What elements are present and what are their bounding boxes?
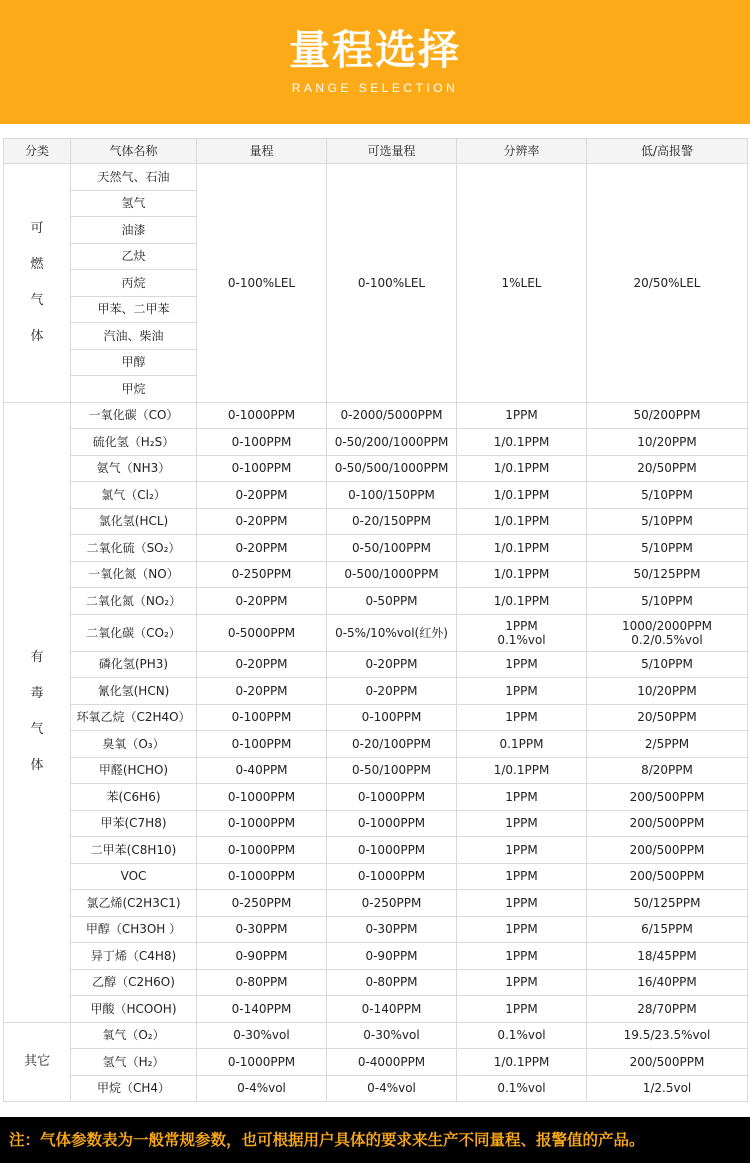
resolution-cell: 1PPM xyxy=(457,402,587,429)
table-row xyxy=(4,757,748,784)
resolution-cell: 1/0.1PPM xyxy=(457,482,587,509)
optional-range-cell: 0-30%vol xyxy=(327,1022,457,1049)
optional-range-cell: 0-50PPM xyxy=(327,588,457,615)
category-char: 气 xyxy=(30,722,44,737)
optional-range-cell: 0-30PPM xyxy=(327,916,457,943)
gas-name-cell: 氨气（NH3） xyxy=(71,455,197,482)
range-cell: 0-100PPM xyxy=(197,429,327,456)
resolution-cell: 1PPM xyxy=(457,837,587,864)
alarm-cell: 8/20PPM xyxy=(587,757,748,784)
range-cell: 0-30PPM xyxy=(197,916,327,943)
range-cell: 0-20PPM xyxy=(197,535,327,562)
gas-name-cell: 氢气（H₂） xyxy=(71,1049,197,1076)
gas-name-cell: 氢气 xyxy=(71,190,197,217)
gas-name-cell: 磷化氢(PH3) xyxy=(71,651,197,678)
gas-name-cell: 二甲苯(C8H10) xyxy=(71,837,197,864)
alarm-cell: 5/10PPM xyxy=(587,588,748,615)
resolution-cell: 1PPM xyxy=(457,863,587,890)
value-line: 1PPM xyxy=(505,618,538,633)
footer-note-text: 注：气体参数表为一般常规参数，也可根据用户具体的要求来生产不同量程、报警值的产品。 xyxy=(9,1131,645,1149)
optional-range-cell: 0-1000PPM xyxy=(327,837,457,864)
gas-name-cell: 一氧化碳（CO） xyxy=(71,402,197,429)
gas-name-cell: 天然气、石油 xyxy=(71,164,197,191)
column-header: 分类 xyxy=(4,139,71,164)
alarm-cell xyxy=(587,614,748,651)
column-header: 低/高报警 xyxy=(587,139,748,164)
table-row xyxy=(4,164,748,191)
optional-range-cell: 0-5%/10%vol(红外) xyxy=(327,614,457,651)
gas-name-cell: 乙醇（C2H6O) xyxy=(71,969,197,996)
alarm-cell: 18/45PPM xyxy=(587,943,748,970)
table-row xyxy=(4,482,748,509)
range-cell: 0-90PPM xyxy=(197,943,327,970)
gas-name-cell: 苯(C6H6) xyxy=(71,784,197,811)
optional-range-cell: 0-4000PPM xyxy=(327,1049,457,1076)
optional-range-cell: 0-100%LEL xyxy=(327,164,457,403)
range-cell: 0-100PPM xyxy=(197,731,327,758)
resolution-cell: 1/0.1PPM xyxy=(457,757,587,784)
range-cell: 0-1000PPM xyxy=(197,1049,327,1076)
table-header-row xyxy=(4,139,748,164)
gas-name-cell: 臭氧（O₃） xyxy=(71,731,197,758)
optional-range-cell: 0-50/100PPM xyxy=(327,535,457,562)
gas-name-cell: 甲醛(HCHO) xyxy=(71,757,197,784)
gas-name-cell: 甲醇 xyxy=(71,349,197,376)
category-cell: 其它 xyxy=(4,1022,71,1102)
column-header: 量程 xyxy=(197,139,327,164)
gas-name-cell: 乙炔 xyxy=(71,243,197,270)
table-row xyxy=(4,810,748,837)
optional-range-cell: 0-20PPM xyxy=(327,651,457,678)
alarm-cell: 200/500PPM xyxy=(587,1049,748,1076)
gas-name-cell: 二氧化硫（SO₂） xyxy=(71,535,197,562)
table-row xyxy=(4,614,748,651)
alarm-cell: 50/200PPM xyxy=(587,402,748,429)
footer-note xyxy=(0,1117,750,1163)
gas-name-cell: 氯乙烯(C2H3C1) xyxy=(71,890,197,917)
resolution-cell: 1/0.1PPM xyxy=(457,1049,587,1076)
table-row xyxy=(4,1049,748,1076)
optional-range-cell: 0-140PPM xyxy=(327,996,457,1023)
gas-name-cell: 异丁烯（C4H8) xyxy=(71,943,197,970)
range-cell: 0-5000PPM xyxy=(197,614,327,651)
optional-range-cell: 0-250PPM xyxy=(327,890,457,917)
gas-name-cell: 甲烷（CH4） xyxy=(71,1075,197,1102)
optional-range-cell: 0-1000PPM xyxy=(327,784,457,811)
optional-range-cell: 0-2000/5000PPM xyxy=(327,402,457,429)
category-char: 体 xyxy=(30,328,44,344)
range-cell: 0-20PPM xyxy=(197,651,327,678)
column-header: 分辨率 xyxy=(457,139,587,164)
gas-name-cell: 硫化氢（H₂S） xyxy=(71,429,197,456)
range-cell: 0-250PPM xyxy=(197,890,327,917)
optional-range-cell: 0-80PPM xyxy=(327,969,457,996)
alarm-cell: 6/15PPM xyxy=(587,916,748,943)
category-char: 燃 xyxy=(30,256,44,272)
alarm-cell: 200/500PPM xyxy=(587,837,748,864)
alarm-cell: 2/5PPM xyxy=(587,731,748,758)
category-cell xyxy=(4,164,71,403)
table-row xyxy=(4,1022,748,1049)
resolution-cell: 0.1%vol xyxy=(457,1022,587,1049)
alarm-cell: 19.5/23.5%vol xyxy=(587,1022,748,1049)
gas-name-cell: VOC xyxy=(71,863,197,890)
resolution-cell: 1PPM xyxy=(457,890,587,917)
range-cell: 0-20PPM xyxy=(197,588,327,615)
gas-name-cell: 环氧乙烷（C2H4O） xyxy=(71,704,197,731)
table-row xyxy=(4,1075,748,1102)
gas-name-cell: 二氧化氮（NO₂） xyxy=(71,588,197,615)
resolution-cell: 0.1%vol xyxy=(457,1075,587,1102)
optional-range-cell: 0-50/200/1000PPM xyxy=(327,429,457,456)
alarm-cell: 200/500PPM xyxy=(587,863,748,890)
optional-range-cell: 0-100PPM xyxy=(327,704,457,731)
table-row xyxy=(4,429,748,456)
table-row xyxy=(4,704,748,731)
resolution-cell: 1/0.1PPM xyxy=(457,535,587,562)
gas-name-cell: 甲苯(C7H8) xyxy=(71,810,197,837)
table-row xyxy=(4,863,748,890)
table-row xyxy=(4,508,748,535)
category-char: 毒 xyxy=(30,686,44,701)
alarm-cell: 50/125PPM xyxy=(587,561,748,588)
range-cell: 0-30%vol xyxy=(197,1022,327,1049)
gas-name-cell: 汽油、柴油 xyxy=(71,323,197,350)
column-header: 气体名称 xyxy=(71,139,197,164)
gas-name-cell: 油漆 xyxy=(71,217,197,244)
optional-range-cell: 0-500/1000PPM xyxy=(327,561,457,588)
range-cell: 0-100PPM xyxy=(197,455,327,482)
optional-range-cell: 0-50/100PPM xyxy=(327,757,457,784)
resolution-cell: 1/0.1PPM xyxy=(457,429,587,456)
alarm-cell: 200/500PPM xyxy=(587,784,748,811)
table-row xyxy=(4,588,748,615)
range-cell: 0-1000PPM xyxy=(197,837,327,864)
table-row xyxy=(4,996,748,1023)
table-row xyxy=(4,455,748,482)
category-char: 有 xyxy=(30,650,44,665)
gas-name-cell: 一氧化氮（NO） xyxy=(71,561,197,588)
resolution-cell: 1PPM xyxy=(457,969,587,996)
range-cell: 0-20PPM xyxy=(197,508,327,535)
optional-range-cell: 0-20/150PPM xyxy=(327,508,457,535)
resolution-cell: 1PPM xyxy=(457,996,587,1023)
range-cell: 0-1000PPM xyxy=(197,402,327,429)
table-row xyxy=(4,535,748,562)
table-row xyxy=(4,561,748,588)
resolution-cell: 1PPM xyxy=(457,810,587,837)
optional-range-cell: 0-90PPM xyxy=(327,943,457,970)
optional-range-cell: 0-100/150PPM xyxy=(327,482,457,509)
gas-name-cell: 丙烷 xyxy=(71,270,197,297)
table-row xyxy=(4,969,748,996)
header-banner xyxy=(0,0,750,124)
table-row xyxy=(4,402,748,429)
gas-name-cell: 甲醇（CH3OH ） xyxy=(71,916,197,943)
resolution-cell: 1PPM xyxy=(457,704,587,731)
optional-range-cell: 0-20PPM xyxy=(327,678,457,705)
alarm-cell: 20/50%LEL xyxy=(587,164,748,403)
table-row xyxy=(4,837,748,864)
resolution-cell: 1PPM xyxy=(457,651,587,678)
optional-range-cell: 0-1000PPM xyxy=(327,863,457,890)
value-line: 0.2/0.5%vol xyxy=(631,632,703,647)
range-cell: 0-140PPM xyxy=(197,996,327,1023)
resolution-cell: 1/0.1PPM xyxy=(457,561,587,588)
range-cell: 0-40PPM xyxy=(197,757,327,784)
optional-range-cell: 0-4%vol xyxy=(327,1075,457,1102)
category-char: 气 xyxy=(30,292,44,308)
range-cell: 0-4%vol xyxy=(197,1075,327,1102)
gas-name-cell: 二氧化碳（CO₂） xyxy=(71,614,197,651)
range-cell: 0-1000PPM xyxy=(197,863,327,890)
table-row xyxy=(4,890,748,917)
range-cell: 0-250PPM xyxy=(197,561,327,588)
resolution-cell xyxy=(457,614,587,651)
alarm-cell: 50/125PPM xyxy=(587,890,748,917)
alarm-cell: 16/40PPM xyxy=(587,969,748,996)
alarm-cell: 28/70PPM xyxy=(587,996,748,1023)
table-row xyxy=(4,784,748,811)
optional-range-cell: 0-1000PPM xyxy=(327,810,457,837)
range-cell: 0-80PPM xyxy=(197,969,327,996)
column-header: 可选量程 xyxy=(327,139,457,164)
page-subtitle: RANGE SELECTION xyxy=(291,81,459,95)
resolution-cell: 1PPM xyxy=(457,784,587,811)
range-cell: 0-20PPM xyxy=(197,482,327,509)
category-char: 可 xyxy=(30,220,44,236)
range-cell: 0-1000PPM xyxy=(197,784,327,811)
resolution-cell: 1PPM xyxy=(457,678,587,705)
gas-name-cell: 氧气（O₂） xyxy=(71,1022,197,1049)
range-cell: 0-100%LEL xyxy=(197,164,327,403)
optional-range-cell: 0-50/500/1000PPM xyxy=(327,455,457,482)
resolution-cell: 1PPM xyxy=(457,943,587,970)
optional-range-cell: 0-20/100PPM xyxy=(327,731,457,758)
alarm-cell: 20/50PPM xyxy=(587,455,748,482)
resolution-cell: 1/0.1PPM xyxy=(457,455,587,482)
resolution-cell: 1%LEL xyxy=(457,164,587,403)
range-selection-table xyxy=(3,138,748,1102)
gas-name-cell: 甲烷 xyxy=(71,376,197,403)
alarm-cell: 10/20PPM xyxy=(587,678,748,705)
table-row xyxy=(4,731,748,758)
gas-name-cell: 甲酸（HCOOH) xyxy=(71,996,197,1023)
table-row xyxy=(4,943,748,970)
alarm-cell: 5/10PPM xyxy=(587,508,748,535)
table-row xyxy=(4,916,748,943)
range-cell: 0-100PPM xyxy=(197,704,327,731)
category-char: 体 xyxy=(30,758,44,773)
alarm-cell: 5/10PPM xyxy=(587,651,748,678)
value-line: 0.1%vol xyxy=(497,632,546,647)
resolution-cell: 1PPM xyxy=(457,916,587,943)
gas-name-cell: 氯化氢(HCL) xyxy=(71,508,197,535)
resolution-cell: 0.1PPM xyxy=(457,731,587,758)
resolution-cell: 1/0.1PPM xyxy=(457,508,587,535)
gas-name-cell: 氯气（Cl₂） xyxy=(71,482,197,509)
alarm-cell: 200/500PPM xyxy=(587,810,748,837)
alarm-cell: 5/10PPM xyxy=(587,535,748,562)
gas-name-cell: 氰化氢(HCN) xyxy=(71,678,197,705)
category-cell xyxy=(4,402,71,1022)
alarm-cell: 20/50PPM xyxy=(587,704,748,731)
table-row xyxy=(4,678,748,705)
page-title: 量程选择 xyxy=(289,26,461,74)
gas-name-cell: 甲苯、二甲苯 xyxy=(71,296,197,323)
value-line: 1000/2000PPM xyxy=(622,618,712,633)
alarm-cell: 5/10PPM xyxy=(587,482,748,509)
range-cell: 0-20PPM xyxy=(197,678,327,705)
alarm-cell: 10/20PPM xyxy=(587,429,748,456)
resolution-cell: 1/0.1PPM xyxy=(457,588,587,615)
range-cell: 0-1000PPM xyxy=(197,810,327,837)
alarm-cell: 1/2.5vol xyxy=(587,1075,748,1102)
table-row xyxy=(4,651,748,678)
